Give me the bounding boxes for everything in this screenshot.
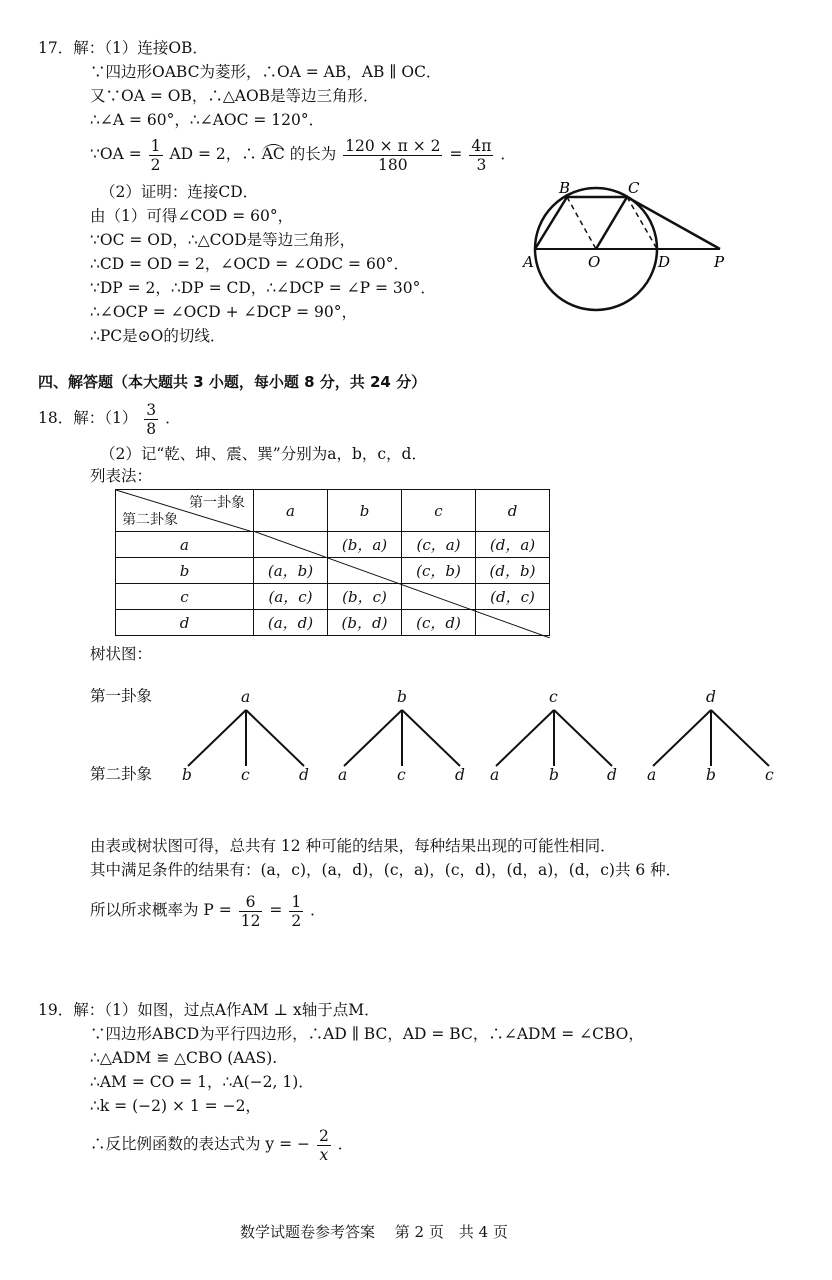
tree-leaf: b: [182, 766, 192, 784]
table-cell: (a，c): [254, 584, 328, 610]
tree-first-label: 第一卦象: [90, 687, 153, 705]
section-heading: 四、解答题（本大题共 3 小题，每小题 8 分，共 24 分）: [38, 373, 427, 391]
q18-line-1: 18．解：（1） $\frac{3}{8}$ ．: [38, 400, 181, 438]
tree-branch-d: [653, 710, 769, 766]
fraction-3-8: $\frac{3}{8}$: [146, 400, 157, 438]
q17-l5d: =: [449, 145, 463, 163]
col-header-a: a: [254, 490, 328, 532]
tree-second-label: 第二卦象: [90, 765, 153, 783]
q17-line-10: ∵DP = 2，∴DP = CD，∴∠DCP = ∠P = 30°．: [90, 279, 436, 297]
fraction-half: $\frac{1}{2}$: [150, 136, 161, 174]
table-cell: (a，b): [254, 558, 328, 584]
q19-line-5: ∴k = (−2) × 1 = −2，: [90, 1097, 261, 1115]
fraction-1-2: $\frac{1}{2}$: [291, 892, 302, 930]
tree-branch-a: [188, 710, 304, 766]
tree-leaf: d: [607, 766, 617, 784]
q19-line-6: ∴反比例函数的表达式为 y = − $\frac{2}{x}$ ．: [90, 1126, 354, 1164]
table-cell: (b，d): [328, 610, 402, 636]
table-corner-cell: [116, 490, 254, 532]
label-p: P: [714, 253, 725, 271]
tree-branch-b: [344, 710, 460, 766]
q17-line-11: ∴∠OCP = ∠OCD + ∠DCP = 90°，: [90, 303, 358, 321]
q18-line-6: 其中满足条件的结果有：(a，c)，(a，d)，(c，a)，(c，d)，(d，a)，(d，c)共 6 种．: [90, 861, 682, 879]
row-label: b: [116, 558, 254, 584]
q18-line-2: （2）记“乾、坤、震、巽”分别为a，b，c，d．: [100, 445, 427, 463]
tree-root: c: [549, 688, 558, 706]
corner-top-label: 第一卦象: [189, 495, 245, 511]
tree-diagram: [180, 708, 780, 770]
tree-leaf: d: [299, 766, 309, 784]
tree-leaf: a: [338, 766, 348, 784]
circle-tangent-figure: [515, 175, 745, 315]
table-cell: (d，a): [476, 532, 550, 558]
tree-leaf: c: [241, 766, 250, 784]
fraction-arc-length: $\frac{120 \times \pi \times 2}{180}$: [345, 136, 441, 174]
q17-line-5: ∵OA = $\frac{1}{2}$ AD = 2，∴ AC 的长为 $\frac{120 \times \pi \times 2}{180}$ = $\frac{4\pi}{3}$ ．: [90, 136, 516, 174]
tree-branch-c: [496, 710, 612, 766]
table-diagonal: [253, 531, 550, 638]
corner-bottom-label: 第二卦象: [122, 512, 178, 528]
table-cell: (a，d): [254, 610, 328, 636]
label-o: O: [588, 253, 601, 271]
col-header-b: b: [328, 490, 402, 532]
page-footer: 数学试题卷参考答案 第 2 页 共 4 页: [240, 1223, 508, 1241]
q18-line-3: 列表法：: [90, 467, 153, 485]
q17-line-6: （2）证明：连接CD．: [100, 183, 259, 201]
q17-line-2: ∵四边形OABC为菱形，∴OA = AB，AB ∥ OC．: [90, 63, 442, 81]
tree-leaf: a: [490, 766, 500, 784]
q19-line-2: ∵四边形ABCD为平行四边形，∴AD ∥ BC，AD = BC，∴∠ADM = ∠CBO，: [90, 1025, 644, 1043]
tree-root: a: [241, 688, 251, 706]
fraction-4pi-3: $\frac{4\pi}{3}$: [471, 136, 492, 174]
label-b: B: [559, 179, 571, 197]
fraction-2-x: $\frac{2}{x}$: [318, 1126, 329, 1164]
q18-line-7: 所以所求概率为 P = $\frac{6}{12}$ = $\frac{1}{2}$ ．: [90, 892, 326, 930]
q17-line-12: ∴PC是⊙O的切线．: [90, 327, 226, 345]
tree-leaf: a: [647, 766, 657, 784]
table-cell: (d，b): [476, 558, 550, 584]
tree-leaf: c: [765, 766, 774, 784]
q18-line-5: 由表或树状图可得，总共有 12 种可能的结果，每种结果出现的可能性相同．: [90, 837, 616, 855]
q17-line-9: ∴CD = OD = 2，∠OCD = ∠ODC = 60°．: [90, 255, 409, 273]
q17-l5c: 的长为: [289, 145, 337, 163]
q19-line-1: 19．解：（1）如图，过点A作AM ⊥ x轴于点M．: [38, 1001, 380, 1019]
row-label: a: [116, 532, 254, 558]
q19-line-4: ∴AM = CO = 1，∴A(−2, 1)．: [90, 1073, 314, 1091]
q17-line-8: ∵OC = OD，∴△COD是等边三角形，: [90, 231, 356, 249]
col-header-d: d: [476, 490, 550, 532]
label-d: D: [658, 253, 671, 271]
q17-line-7: 由（1）可得∠COD = 60°，: [90, 207, 294, 225]
line-cp: [627, 197, 720, 249]
q17-line-4: ∴∠A = 60°，∴∠AOC = 120°．: [90, 111, 325, 129]
arc-ac: AC: [261, 145, 285, 163]
table-cell: (b，a): [328, 532, 402, 558]
tree-leaf: d: [455, 766, 465, 784]
table-cell: (d，c): [476, 584, 550, 610]
q17-l5a: ∵OA =: [90, 145, 142, 163]
table-cell: (b，c): [328, 584, 402, 610]
line-ob-dashed: [567, 197, 596, 249]
q18-line-4: 树状图：: [90, 645, 153, 663]
tree-leaf: b: [549, 766, 559, 784]
label-a: A: [523, 253, 534, 271]
tree-root: b: [397, 688, 407, 706]
fraction-6-12: $\frac{6}{12}$: [240, 892, 261, 930]
table-cell: (c，d): [402, 610, 476, 636]
col-header-c: c: [402, 490, 476, 532]
table-cell: (c，a): [402, 532, 476, 558]
table-cell: (c，b): [402, 558, 476, 584]
q17-line-1: 17．解：（1）连接OB．: [38, 39, 208, 57]
line-oc: [596, 197, 627, 249]
tree-root: d: [706, 688, 716, 706]
q17-line-3: 又∵OA = OB，∴△AOB是等边三角形．: [90, 87, 379, 105]
row-label: c: [116, 584, 254, 610]
label-c: C: [628, 179, 640, 197]
tree-leaf: c: [397, 766, 406, 784]
q19-line-3: ∴△ADM ≌ △CBO (AAS).: [90, 1049, 278, 1067]
tree-leaf: b: [706, 766, 716, 784]
row-label: d: [116, 610, 254, 636]
q17-l5b: AD = 2，∴: [169, 145, 257, 163]
